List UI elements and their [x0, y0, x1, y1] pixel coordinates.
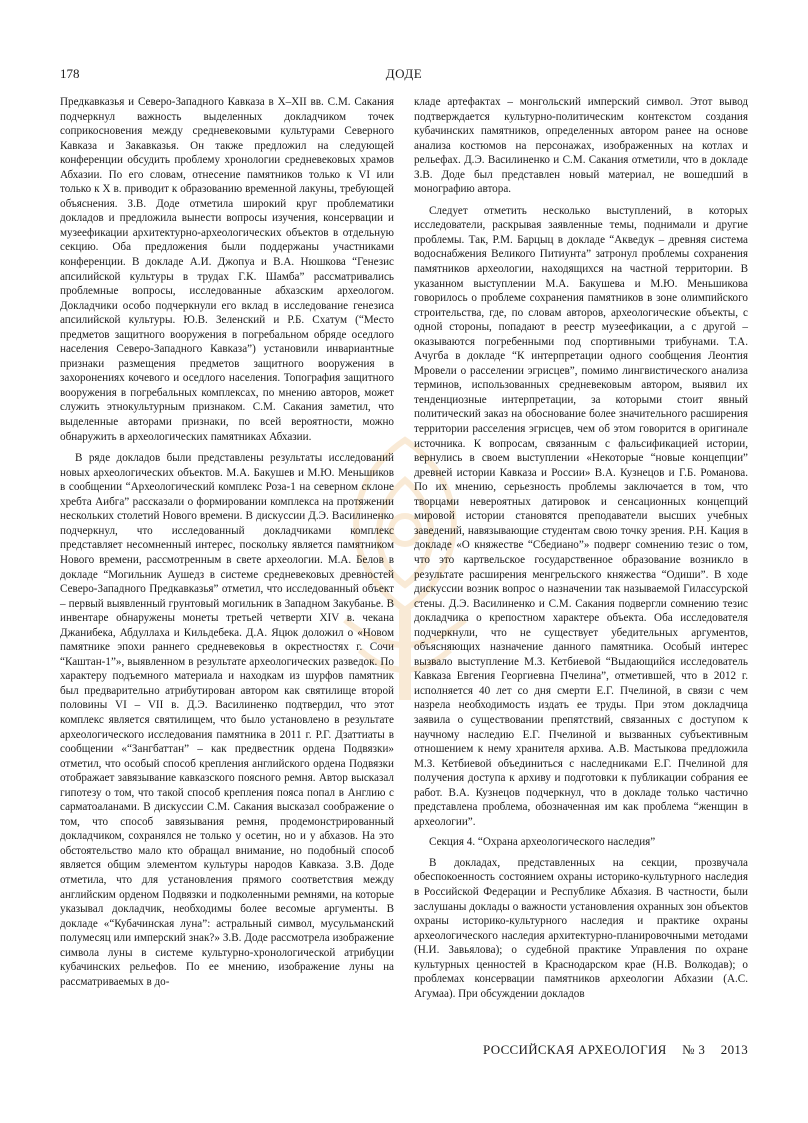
left-column — [60, 95, 394, 989]
left-paragraph-2: В ряде докладов были представлены результаты исследований новых археологических объектов. М.А. Бакушев и М.Ю. Меньшиков в сообщении “Археологический комплекс Роза-1 на северном склоне хребта Аибга” рассказали о формировании комплекса на протяжении нескольких столетий Нового времени. В дискуссии Д.Э. Василиненко подчеркнул, что исследованный докладчиками комплекс представляет несомненный интерес, поскольку является памятником Нового времени, рассмотренным в свете археологии. М.А. Белов в докладе “Могильник Аушедз в системе средневековых древностей Северо-Западного Предкавказья” отметил, что исследованный объект – первый выявленный грунтовый могильник в Западном Закубанье. В инвентаре обнаружены монеты третьей четверти XIV в. чекана Джанибека, Абдуллаха и Кильдебека. Д.А. Яцюк доложил о «Новом памятнике эпохи раннего средневековья в окрестностях г. Сочи “Каштан-1”», выявленном в результате археологических разведок. По характеру подъемного материала и находкам из шурфов памятник был предварительно атрибутирован автором как святилище второй половины VI – VII в. Д.Э. Василиненко подтвердил, что этот комплекс является святилищем, что было установлено в результате археологического исследования памятника в 2011 г. Р.Г. Дзаттиаты в сообщении «“Зангбаттан” – как предвестник ордена Подвязки» отметил, что особый способ крепления английского ордена Подвязки отображает завязывание кавказского поясного ремня. Автор высказал гипотезу о том, что такой способ крепления пояса попал в Англию с сарматоаланами. В дискуссии С.М. Сакания высказал соображение о том, что способ завязывания ремня, продемонстрированный докладчиком, сохранялся не только у осетин, но и у абхазов. На это обстоятельство мало кто обращал внимание, но подобный способ является общим элементом культуры народов Кавказа. З.В. Доде отметила, что для установления прямого соответствия между английским орденом Подвязки и подколенными ремнями, на которые указывал докладчик, необходимы более весомые аргументы. В докладе «“Кубачинская луна”: астральный символ, мусульманский полумесяц или имперский знак?» З.В. Доде рассмотрела изображение символа луны в системе культурно-хронологической атрибуции кубачинских рельефов. По ее мнению, изображение луны на рассматриваемых в до- — [60, 452, 394, 988]
right-paragraph-3: В докладах, представленных на секции, прозвучала обеспокоенность состоянием охраны историко-культурного наследия в Российской Федерации и Республике Абхазия. В частности, были заслушаны доклады о важности установления охранных зон объектов охраны историко-культурного наследия и практике охраны археологического наследия архитектурно-планировочными методами (Н.И. Завьялова); о судебной практике Управления по охране культурных ценностей в Краснодарском крае (Н.В. Волкодав); о проблемах консервации памятников археологии Абхазии (А.С. Агумаа). При обсуждении докладов — [414, 856, 748, 1000]
running-head — [60, 66, 748, 82]
page-number: 178 — [60, 66, 80, 81]
journal-footer — [414, 1042, 748, 1058]
right-paragraph-2: Следует отметить несколько выступлений, в которых исследователи, раскрывая заявленные темы, поднимали и другие проблемы. Так, Р.М. Барцыц в докладе “Акведук – древняя система водоснабжения Великого Питиунта” затронул проблемы сохранения памятников археологии, находящихся на частной территории. В указанном выступлении М.А. Бакушева и М.Ю. Меньшикова говорилось о проблеме сохранения памятников в зоне олимпийского строительства, где, по словам авторов, археологические объекты, с одной стороны, попадают в реестр музеефикации, а с другой – оказываются погребенными под спортивными трибунами. Т.А. Ачугба в докладе “К интерпретации одного сообщения Леонтия Мровели о расселении эгрисцев”, помимо лингвистического анализа терминов, использованных средневековым автором, выявил их тенденциозные интерпретации, за которыми стоит явный политический заказ на обоснование более значительного расширения территории расселения эгрисцев, чем об этом говорится в оригинале источника. К вопросам, связанным с фальсификацией истории, вернулись в своем выступлении «Некоторые “новые концепции” древней истории Кавказа и России» В.А. Кузнецов и Г.Б. Романова. По их мнению, серьезность проблемы заключается в том, что творцами невероятных датировок и сенсационных концепций мировой истории становятся преподаватели высших учебных заведений, навязывающие студентам свою точку зрения. Р.Н. Кация в докладе «О княжестве “Сбедиано”» подверг сомнению тезис о том, что это картвельское государственное образование возникло в результате расширения менгрельского княжества “Одиши”. В ходе дискуссии возник вопрос о назначении так называемой Гилассурской стены. Д.Э. Василиненко и С.М. Сакания подвергли сомнению тезис докладчика о крепостном характере объекта. Оба исследователя подчеркнули, что не существует убедительных аргументов, объясняющих назначение данного памятника. Особый интерес вызвало выступление М.З. Кетбиевой “Выдающийся исследователь Кавказа Евгения Георгиевна Пчелина”, отметившей, что в 2012 г. исполняется 40 лет со дня смерти Е.Г. Пчелиной, в связи с чем назрела необходимость издать ее труды. При этом докладчица заявила о существовании препятствий, связанных с доступом к научному наследию Е.Г. Пчелиной и вызванных субъективным отношением к нему хранителя архива. А.В. Мастыкова предложила М.З. Кетбиевой объединиться с наследниками Е.Г. Пчелиной для получения доступа к архиву и подготовки к публикации собрания ее работ. В.А. Кузнецов подчеркнул, что в докладе только частично представлена проблема, обозначенная им как проблема “женщин в археологии”. — [414, 204, 748, 828]
right-column — [414, 95, 748, 1001]
right-paragraph-1: кладе артефактах – монгольский имперский символ. Этот вывод подтверждается культурно-политическим контекстом создания кубачинских памятников, определенных автором ранее на основе анализа костюмов на персонажах, изображенных на котлах и рельефах. Д.Э. Василиненко и С.М. Сакания отметили, что в докладе З.В. Доде был представлен новый материал, не вошедший в монографию автора. — [414, 96, 748, 196]
journal-year: 2013 — [720, 1042, 748, 1057]
section-heading: Секция 4. “Охрана археологического наследия” — [429, 836, 656, 849]
left-paragraph-1: Предкавказья и Северо-Западного Кавказа в X–XII вв. С.М. Сакания подчеркнул важность выделенных докладчиком точек соприкосновения между средневековыми культурами Северного Кавказа и Закавказья. Он также предложил на следующей конференции обсудить проблему хронологии средневековых храмов Абхазии. По его словам, отнесение памятников только к VI или только к X в. приводит к образованию временной лакуны, требующей объяснения. З.В. Доде отметила широкий круг проблематики докладов и предложила вынести вопросы изучения, консервации и музеефикации архитектурно-археологических объектов в отдельную секцию. Оба предложения были поддержаны участниками конференции. В докладе А.И. Джопуа и В.А. Нюшкова “Генезис апсилийской культуры в трудах Г.К. Шамба” рассматривались проблемные вопросы, исследованные абхазским археологом. Докладчики особо подчеркнули его вклад в исследование генезиса апсилийской культуры. Ю.В. Зеленский и Р.Б. Схатум (“Место предметов защитного вооружения в погребальном обряде оседлого населения Северо-Западного Кавказа”) установили инвариантные признаки размещения предметов защитного вооружения в захоронениях кочевого и оседлого населения. Топография защитного вооружения в погребальных комплексах, по мнению авторов, может служить этнокультурным признаком. С.М. Сакания заметил, что выделенные авторами признаки, по всей вероятности, можно обнаружить в археологических памятниках Абхазии. — [60, 96, 394, 443]
running-title: ДОДЕ — [385, 66, 423, 81]
journal-issue: № 3 — [682, 1042, 706, 1057]
journal-title: РОССИЙСКАЯ АРХЕОЛОГИЯ — [483, 1042, 667, 1057]
